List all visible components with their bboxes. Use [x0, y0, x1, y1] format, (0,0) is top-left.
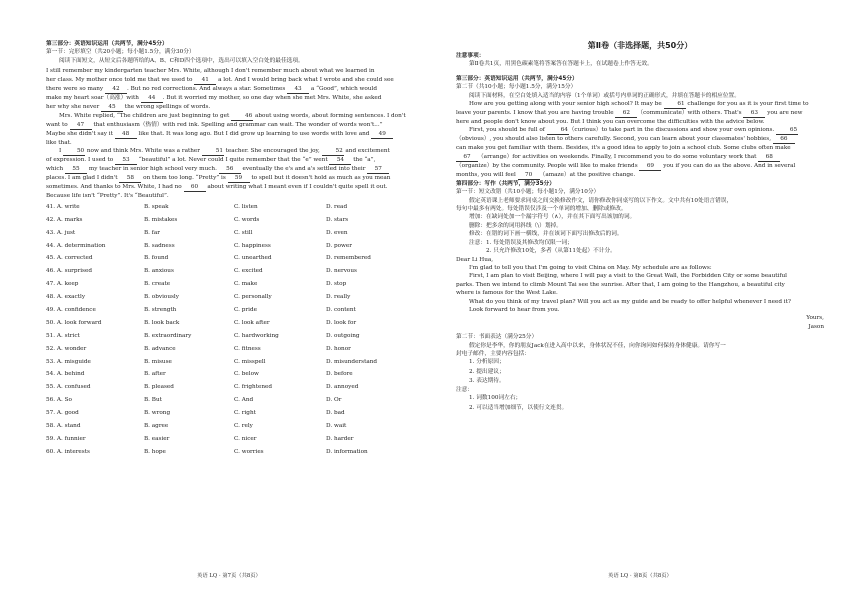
blank-number: 53 [115, 157, 137, 165]
passage-text: about using words, about forming sentences. I don't [253, 112, 406, 119]
option-choice: B. pleased [144, 384, 174, 391]
passage-line [46, 192, 412, 200]
letter-salutation: Dear Li Hua, [456, 256, 494, 263]
passage-text: challenge for you as it is your first time to [685, 101, 809, 108]
option-row [46, 265, 412, 278]
part1-heading: 第一节：完形填空（共20小题；每小题1.5分，满分30分） [46, 49, 195, 56]
page-8 [456, 40, 824, 581]
passage-text: “beautiful” a lot. Never could I quite remember that the “e” went [136, 157, 330, 164]
text-line: 封电子邮件，主要内容包括： [456, 350, 530, 357]
option-choice: 55. A. confused [46, 384, 91, 391]
error-correction-instructions [456, 197, 824, 256]
passage-text: sometimes. And thanks to Mrs. White, I had no [46, 184, 184, 191]
passage-text: I [59, 148, 64, 155]
option-choice: B. anxious [144, 268, 174, 275]
option-row [46, 239, 412, 252]
text-line: 2. 可以适当增加细节，以使行文连贯。 [469, 404, 568, 411]
passage-text: Because life isn't “Pretty”. It's “Beautiful”. [46, 193, 169, 200]
passage-text: like that. It was long ago. But I did grow up learning to use words with love and [136, 130, 372, 137]
passage-line [456, 264, 824, 272]
option-choice: 56. A. So [46, 397, 72, 404]
option-row [46, 432, 412, 445]
cloze-passage [46, 67, 412, 200]
option-row [46, 342, 412, 355]
passage-text: of expression. I used to [46, 157, 115, 164]
option-choice: D. nervous [326, 268, 357, 275]
passage-text: her class. My mother once told me that we used to [46, 76, 195, 83]
option-row [46, 316, 412, 329]
passage-text: Maybe she didn't say it [46, 130, 115, 137]
blank-number: 56 [219, 166, 241, 174]
option-choice: D. wait [326, 423, 347, 430]
passage-line [46, 139, 412, 147]
option-row [46, 420, 412, 433]
option-choice: D. information [326, 448, 368, 455]
option-row [46, 355, 412, 368]
option-choice: B. agree [144, 423, 169, 430]
passage-text: Mrs. White replied, “The children are just beginning to get [59, 112, 232, 119]
blank-number: 68 [758, 154, 780, 162]
passage-line [456, 289, 824, 297]
error-correction-heading: 第一节：短文改错（共10小题；每小题1分，满分10分） [456, 189, 600, 196]
passage-text: What do you think of my travel plan? Will you act as my guide and be ready to offer helpful whenever I need it? [469, 298, 791, 305]
letter-closing: Yours, [806, 315, 824, 322]
passage-line [456, 126, 824, 135]
passage-text: First, I am plan to visit Beijing, where I will pay a visit to the Great Wall, the Forbidden City or some beautiful [469, 273, 787, 280]
option-choice: B. found [144, 255, 169, 262]
passage-text: months, you will feel [456, 171, 518, 178]
option-row [46, 304, 412, 317]
option-choice: D. really [326, 294, 351, 301]
notice-heading: 注意事项： [456, 53, 485, 59]
passage-line [46, 165, 412, 174]
option-row [46, 278, 412, 291]
passage-text: where is famous for the West Lake. [456, 290, 558, 297]
passage-line [456, 118, 824, 126]
passage-line [456, 144, 824, 152]
passage-line [456, 298, 824, 306]
blank-number: 52 [322, 148, 344, 156]
option-choice: 58. A. stand [46, 423, 81, 430]
blank-number: 61 [664, 101, 686, 109]
option-choice: B. strength [144, 307, 177, 313]
option-row [46, 252, 412, 265]
option-choice: C. listen [234, 203, 258, 210]
passage-line [456, 306, 824, 314]
option-choice: D. outgoing [326, 332, 360, 339]
option-choice: D. content [326, 307, 356, 313]
option-choice: 46. A. surprised [46, 268, 92, 275]
option-choice: 57. A. good [46, 410, 79, 417]
blank-number: 69 [639, 163, 661, 171]
passage-text: that enthusiasm（热情）with red ink. Spelling and grammar can wait. The wonder of words won't...” [91, 121, 383, 128]
option-choice: 52. A. wonder [46, 345, 87, 352]
blank-number: 65 [776, 127, 798, 135]
passage-line [46, 121, 412, 130]
part2-instructions: 阅读下面材料，在空白处填入适当的内容（1个单词）或括号内单词的正确形式，并填在答题卡的相应位置。 [469, 92, 740, 99]
page-7 [46, 40, 412, 581]
passage-text: . But it worried my mother, so one day when she met Mrs. White, she asked [162, 94, 382, 101]
cloze-options [46, 200, 412, 458]
blank-number: 44 [141, 95, 163, 103]
option-choice: B. far [144, 229, 161, 236]
writing-prompt [456, 342, 824, 359]
passage-line [46, 103, 412, 112]
page-footer: 英语 LQ · 第8页（共8页） [608, 573, 672, 579]
option-choice: D. harder [326, 435, 354, 442]
passage-line [456, 281, 824, 289]
text-line: 2. 只允许修改10处，多者（从第11处起）不计分。 [469, 248, 616, 255]
option-choice: D. misunderstand [326, 358, 378, 365]
option-choice: C. words [234, 216, 260, 223]
passage-text: which [46, 166, 66, 173]
writing-points [456, 358, 824, 386]
notice-text: 第Ⅱ卷共1页，用黑色碳素笔将答案答在答题卡上，在试题卷上作答无效。 [469, 61, 653, 68]
blank-number: 41 [194, 77, 216, 85]
passage-line [46, 183, 412, 192]
option-choice: B. misuse [144, 358, 172, 365]
blank-number: 57 [367, 166, 389, 174]
blank-number: 48 [115, 131, 137, 139]
option-choice: D. before [326, 371, 353, 378]
option-choice: 49. A. confidence [46, 307, 96, 313]
section-heading: 第三部分：英语知识运用（共两节，满分45分） [46, 41, 168, 47]
text-line: 2. 提出建议； [469, 368, 505, 375]
passage-text: like that. [46, 139, 72, 146]
passage-text: （amaze）at the positive change. [539, 171, 636, 178]
text-line: 1. 词数100词左右； [469, 395, 522, 402]
passage-text: you are new [765, 110, 803, 117]
passage-text: now and think Mrs. White was a rather [85, 148, 202, 155]
blank-number: 45 [101, 104, 123, 112]
option-choice: C. make [234, 281, 258, 288]
option-row [46, 291, 412, 304]
blank-number: 47 [70, 122, 92, 130]
passage-text: make my heart soar（高涨）with [46, 94, 141, 101]
option-choice: 48. A. exactly [46, 294, 86, 301]
text-line: 1. 分析原因； [469, 359, 505, 366]
option-choice: D. look for [326, 319, 357, 326]
option-choice: 60. A. interests [46, 448, 90, 455]
option-choice: B. speak [144, 203, 169, 210]
option-choice: D. read [326, 203, 348, 210]
passage-line [46, 67, 412, 75]
option-row [46, 394, 412, 407]
option-choice: D. power [326, 242, 352, 249]
text-line: 每句中最多有两处。每处错误仅涉及一个单词的增加、删除或修改。 [456, 206, 627, 213]
option-choice: C. worries [234, 448, 264, 455]
option-choice: B. easier [144, 435, 170, 442]
text-line: 3. 表达期待。 [469, 377, 505, 384]
option-choice: C. unearthed [234, 255, 272, 262]
option-choice: B. sadness [144, 242, 175, 249]
passage-text: （organize）by the community. People will like to make friends [456, 162, 640, 169]
passage-text: the wrong spellings of words. [123, 103, 211, 110]
option-row [46, 226, 412, 239]
section-heading: 第三部分：英语知识运用（共两节，满分45分） [456, 75, 578, 82]
option-choice: B. advance [144, 345, 176, 352]
passage-line [456, 272, 824, 280]
option-choice: 50. A. look forward [46, 319, 102, 326]
option-choice: D. stop [326, 281, 347, 288]
option-choice: 47. A. keep [46, 281, 79, 288]
option-choice: 59. A. funnier [46, 435, 86, 442]
passage-text: about writing what I meant even if I couldn't quite spell it out. [205, 184, 388, 191]
option-choice: B. wrong [144, 410, 171, 417]
text-line: 假定英语课上老师要求同桌之间交换修改作文，请你修改你同桌写的以下作文。文中共有10处语言错误， [469, 197, 733, 204]
passage-text: （obvious）, you should also listen to others carefully. Second, you can learn about your classmates' hobbies, [456, 136, 773, 143]
option-choice: C. right [234, 410, 256, 417]
option-choice: 41. A. write [46, 203, 80, 210]
passage-line [46, 147, 412, 156]
letter-body [456, 264, 824, 314]
writing-notes [456, 394, 824, 412]
blank-number: 46 [231, 113, 253, 121]
writing-heading: 第二节：书面表达（满分25分） [456, 334, 538, 341]
passage-line [456, 162, 824, 171]
option-row [46, 213, 412, 226]
passage-text: eventually the e's and a's settled into their [240, 166, 368, 173]
option-choice: 53. A. misguide [46, 358, 91, 365]
option-choice: 45. A. corrected [46, 255, 93, 262]
passage-text: I'm glad to tell you that I'm going to visit China on May. My schedule are as follows: [469, 264, 712, 271]
passage-text: How are you getting along with your senior high school? It may be [469, 101, 664, 108]
option-choice: C. hardworking [234, 332, 279, 339]
blank-number: 66 [773, 136, 795, 144]
text-line: 注意：1. 每处错误及其修改均仅限一词； [469, 239, 573, 246]
passage-text: you if you can do as the above. And in several [661, 162, 796, 169]
option-choice: 42. A. marks [46, 216, 83, 223]
passage-text: I still remember my kindergarten teacher Mrs. White, although I don't remember much about what we learned in [46, 68, 375, 75]
passage-text: （curious）to take part in the discussions and show your own opinions. [568, 127, 777, 134]
text-line: 假定你是李华，你的朋友Jack在进入高中以来，身体状况不佳，向你询问如何保持身体健康。请你写一 [469, 342, 726, 349]
option-choice: D. remembered [326, 255, 371, 262]
option-choice: C. fitness [234, 345, 261, 352]
passage-text: （communicate）with others. That's [637, 110, 744, 117]
letter-signature: Jason [808, 323, 824, 330]
passage-line [456, 153, 824, 162]
section4-heading: 第四部分：写作（共两节，满分35分） [456, 180, 555, 187]
option-choice: D. even [326, 229, 348, 236]
blank-number: 50 [63, 148, 85, 156]
passage-line [46, 112, 412, 121]
option-choice: B. hope [144, 448, 166, 455]
blank-number: 58 [119, 175, 141, 183]
blank-number: 64 [547, 127, 569, 135]
option-choice: B. extraordinary [144, 332, 192, 339]
option-choice: 54. A. behind [46, 371, 85, 378]
option-choice: C. pride [234, 307, 257, 313]
blank-number: 55 [65, 166, 87, 174]
option-choice: C. personally [234, 294, 272, 301]
passage-text: the “a”, [351, 157, 376, 164]
page-footer: 英语 LQ · 第7页（共8页） [197, 573, 261, 579]
passage-line [46, 85, 412, 94]
text-line: 删除：把多余的词用斜线（\）划掉。 [469, 222, 562, 229]
option-choice: C. excited [234, 268, 263, 275]
option-row [46, 445, 412, 458]
passage-text: teacher. She encouraged the joy, [223, 148, 322, 155]
option-choice: C. frightened [234, 384, 273, 391]
instructions: 阅读下面短文，从短文后各题所给的A、B、C和D四个选项中，选出可以填入空白处的最佳选项。 [59, 57, 304, 64]
passage-text: parks. Then we intend to climb Mount Tai see the sunrise. After that, I am going to the Hangzhou, a beautiful city [456, 281, 785, 288]
option-choice: C. below [234, 371, 259, 378]
passage-text: on them too long. “Pretty” is [141, 175, 228, 182]
option-choice: D. honor [326, 345, 351, 352]
part2-heading: 第二节（共10小题；每小题1.5分，满分15分） [456, 84, 577, 91]
option-choice: 51. A. strict [46, 332, 80, 339]
option-choice: B. obviously [144, 294, 179, 301]
blank-number: 62 [615, 110, 637, 118]
passage-line [46, 76, 412, 85]
passage-line [46, 174, 412, 183]
option-choice: C. happiness [234, 242, 271, 249]
blank-number: 70 [518, 172, 540, 180]
passage-text: a lot. And I would bring back what I wrote and she could see [216, 76, 394, 83]
passage-text: First, you should be full of [469, 127, 547, 134]
passage-line [456, 135, 824, 144]
text-line: 增加：在缺词处加一个漏字符号（∧），并在其下面写出该加的词。 [469, 214, 636, 221]
option-choice: B. mistakes [144, 216, 178, 223]
passage-text: leave your parents. I know that you are having trouble [456, 110, 616, 117]
option-row [46, 381, 412, 394]
blank-number: 63 [743, 110, 765, 118]
option-choice: 43. A. just [46, 229, 76, 236]
blank-number: 42 [105, 86, 127, 94]
passage-line [456, 171, 824, 180]
passage-text: . But no red corrections. And always a star. Sometimes [126, 85, 288, 92]
blank-number: 54 [329, 157, 351, 165]
option-choice: C. look after [234, 319, 270, 326]
option-row [46, 407, 412, 420]
option-choice: D. annoyed [326, 384, 359, 391]
option-choice: B. after [144, 371, 166, 378]
passage-text: Look forward to hear from you. [469, 306, 560, 313]
blank-number: 43 [287, 86, 309, 94]
passage-text: （arrange）for activities on weekends. Finally, I recommend you to do some voluntary work that [478, 153, 759, 160]
option-row [46, 329, 412, 342]
passage-text: and excitement [343, 148, 390, 155]
passage-text: places. I am glad I didn't [46, 175, 120, 182]
option-choice: B. create [144, 281, 171, 288]
passage-text: there were so many [46, 85, 105, 92]
option-choice: C. nicer [234, 435, 257, 442]
passage-text: a “Good”, which would [309, 85, 377, 92]
passage-text: can make you get familiar with them. Besides, it's a good idea to apply to join a school club. Some clubs often make [456, 145, 791, 152]
blank-number: 49 [371, 131, 393, 139]
passage-text: my teacher in senior high school very much. [87, 166, 219, 173]
text-line: 修改：在错的词下画一横线，并在该词下面写出修改后的词。 [469, 231, 623, 238]
passage-text: to spell but it doesn't hold as much as you mean [249, 175, 391, 182]
notes-heading: 注意： [456, 386, 474, 393]
option-choice: D. stars [326, 216, 349, 223]
passage-text: here and people don't know about you. But I think you can overcome the difficulties with the advice below. [456, 119, 765, 126]
passage-text: her why she never [46, 103, 101, 110]
grammar-fill-passage [456, 100, 824, 180]
paper-title: 第Ⅱ卷（非选择题，共50分） [587, 41, 693, 50]
passage-line [46, 130, 412, 139]
option-choice: D. Or [326, 397, 342, 404]
option-choice: C. misspell [234, 358, 266, 365]
option-choice: C. rely [234, 423, 253, 430]
blank-number: 67 [456, 154, 478, 162]
option-choice: C. still [234, 229, 253, 236]
passage-text: want to [46, 121, 70, 128]
blank-number: 51 [202, 148, 224, 156]
option-choice: B. look back [144, 319, 180, 326]
option-row [46, 200, 412, 213]
blank-number: 60 [184, 184, 206, 192]
passage-line [456, 100, 824, 109]
passage-line [456, 109, 824, 118]
blank-number: 59 [228, 175, 250, 183]
passage-line [46, 156, 412, 165]
option-choice: C. And [234, 397, 254, 404]
option-row [46, 368, 412, 381]
passage-line [46, 94, 412, 103]
option-choice: 44. A. determination [46, 242, 106, 249]
option-choice: B. But [144, 397, 162, 404]
option-choice: D. bad [326, 410, 345, 417]
